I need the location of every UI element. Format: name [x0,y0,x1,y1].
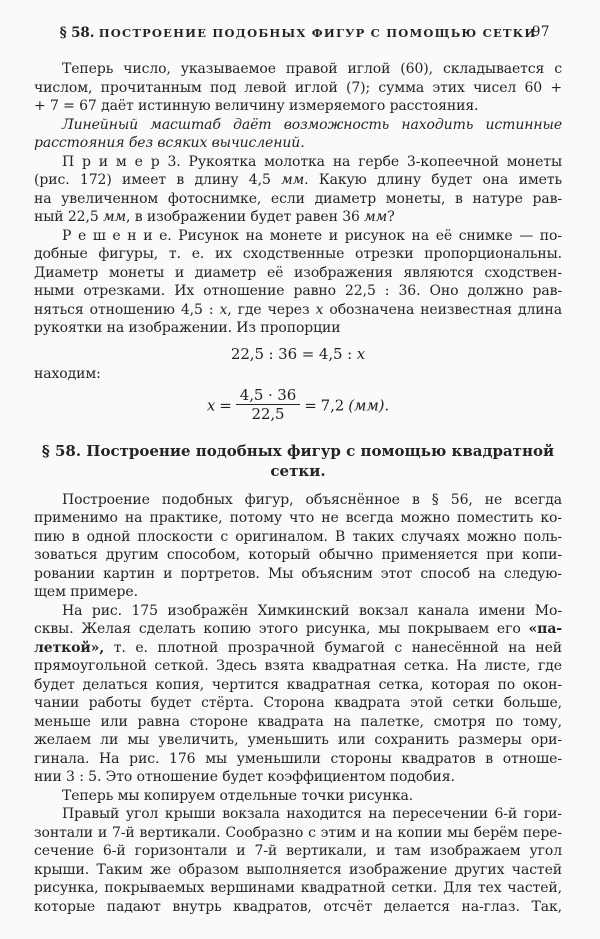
text-run: т. е. плотной прозрачной бумагой с нанесённой на ней [104,639,562,656]
text-run: (рис. 172) имеет в длину 4,5 [34,172,282,188]
text-run: Р е ш е н и е. Рисунок на монете и рисунок на её снимке — по- [62,227,562,244]
text-run: 22,5 : 36 = 4,5 : [230,344,357,363]
text-line [34,60,562,79]
text-run: ? [387,209,395,225]
text-line [34,861,562,880]
running-header-section: § 58. [59,25,95,41]
text-run: x [219,301,228,318]
text-line [34,227,562,246]
text-run: рисунка, покрываемых вершинами квадратной сетки. Для тех частей, [34,880,562,896]
formula-fraction [236,387,300,422]
text-run: применимо на практике, потому что не всегда можно поместить ко- [34,510,562,526]
text-line [34,898,562,917]
text-run: На рис. 175 изображён Химкинский вокзал канала имени Мо- [62,602,562,619]
text-run: сквы. Желая сделать копию этого рисунка, мы покрываем его [34,621,529,637]
text-run: на увеличенном фотоснимке, если диаметр монеты, в натуре рав- [34,190,562,207]
text-run: няться отношению 4,5 : [34,301,220,318]
text-run: зонтали и 7-й вертикали. Сообразно с этим и на копии мы берём пере- [34,824,562,841]
text-line [34,528,562,547]
solution-formula [34,387,562,426]
text-line [34,713,562,732]
text-line [34,208,562,227]
formula-equals2: = [304,396,317,414]
text-line [34,676,562,695]
text-run: + 7 = 67 даёт истинную величину измеряемого расстояния. [34,98,479,114]
text-run: Теперь число, указываемое правой иглой (60), складывается с [62,61,562,77]
running-header-title: ПОСТРОЕНИЕ ПОДОБНЫХ ФИГУР С ПОМОЩЬЮ СЕТКИ [98,26,537,40]
text-line [34,134,562,153]
formula-variable: x [206,396,216,414]
text-run: чании работы будет стёрта. Сторона квадрата этой сетки больше, [34,695,562,711]
text-line [34,879,562,898]
finding-label [34,365,562,384]
text-run: П р и м е р 3. Рукоятка молотка на гербе 3-копеечной монеты [62,153,562,170]
text-run: леткой», [34,639,105,656]
text-line [34,787,562,806]
text-line [34,319,562,338]
text-run: , где через [227,301,316,318]
text-run: обозначена неизвестная длина [323,301,562,318]
fraction-denominator: 22,5 [251,404,285,423]
text-line [34,301,562,320]
text-line [34,750,562,769]
formula-unit: (мм). [348,396,390,414]
text-line [34,97,562,116]
text-run: Правый угол крыши вокзала находится на пересечении 6-й гори- [62,806,562,822]
text-run: числом, прочитанным под левой иглой (7); сумма этих чисел 60 + [34,79,562,96]
text-line [34,602,562,621]
text-line [34,565,562,584]
text-line [34,657,562,676]
text-run: прямоугольной сеткой. Здесь взята квадратная сетка. На листе, где [34,658,562,674]
text-line [34,824,562,843]
text-block-lower [34,441,562,917]
text-line [34,731,562,750]
text-run: мм [102,209,126,225]
text-run: Линейный масштаб даёт возможность находить истинные [62,116,562,133]
text-run: гинала. На рис. 176 мы уменьшили стороны квадратов в отноше- [34,750,562,767]
page-number: 97 [531,24,550,40]
text-run: находим: [34,366,101,382]
text-run: Теперь мы копируем отдельные точки рисунка. [62,787,414,804]
text-run: зоваться другим способом, который обычно применяется при копи- [34,547,562,563]
text-line [34,153,562,172]
text-run: будет делаться копия, чертится квадратная сетка, которая по окон- [34,676,562,693]
text-line [34,171,562,190]
text-run: x [356,344,366,363]
text-line [34,509,562,528]
text-run: ный 22,5 [34,209,103,225]
text-line [34,79,562,98]
running-header [34,24,562,43]
text-line [34,491,562,510]
text-line [34,282,562,301]
text-line [34,768,562,787]
proportion-formula [34,345,562,364]
text-line [34,694,562,713]
section-heading-line1 [34,441,562,461]
text-run: Диаметр монеты и диаметр её изображения являются сходствен- [34,264,562,281]
text-line [34,116,562,135]
text-run: пию в одной плоскости с оригиналом. В таких случаях можно поль- [34,528,562,545]
text-run: . Какую длину будет она иметь [304,172,562,188]
text-run: мм [364,209,388,225]
text-run: , в изображении будет равен 36 [126,209,365,225]
formula-equals1: = [219,396,232,414]
text-run: добные фигуры, т. е. их сходственные отрезки пропорциональны. [34,246,562,262]
text-run: желаем ли мы увеличить, уменьшить или сохранить размеры ори- [34,732,562,748]
text-run: которые падают внутрь квадратов, отсчёт делается на-глаз. Так, [34,898,562,915]
text-run: рукоятки на изображении. Из пропорции [34,320,341,336]
text-run: ровании картин и портретов. Мы объясним этот способ на следую- [34,565,562,582]
section-heading-line2 [34,461,562,481]
text-run: сетки. [270,461,326,480]
text-line [34,190,562,209]
text-line [34,639,562,658]
text-run: нии 3 : 5. Это отношение будет коэффициентом подобия. [34,769,455,785]
text-run: § 58. Построение подобных фигур с помощью квадратной [41,441,555,460]
page-content [34,60,562,916]
text-run: Построение подобных фигур, объяснённое в § 56, не всегда [62,491,562,508]
text-line [34,620,562,639]
text-run: ными отрезками. Их отношение равно 22,5 : 36. Оно должно рав- [34,283,562,299]
text-run: щем примере. [34,584,138,600]
text-run: расстояния без всяких вычислений. [34,135,305,151]
text-line [34,583,562,602]
fraction-numerator: 4,5 · 36 [236,387,300,405]
text-line [34,245,562,264]
text-run: «па- [528,621,562,637]
text-run: крыши. Таким же образом выполняется изображение других частей [34,861,562,878]
text-line [34,805,562,824]
text-run: сечение 6-й горизонтали и 7-й вертикали, и там изображаем угол [34,843,562,859]
text-block-upper [34,60,562,384]
text-run: меньше или равна стороне квадрата на палетке, смотря по тому, [34,713,562,730]
text-line [34,546,562,565]
text-line [34,264,562,283]
formula-result: 7,2 [320,396,345,414]
text-line [34,842,562,861]
text-run: x [315,301,324,318]
text-run: мм [281,172,305,188]
